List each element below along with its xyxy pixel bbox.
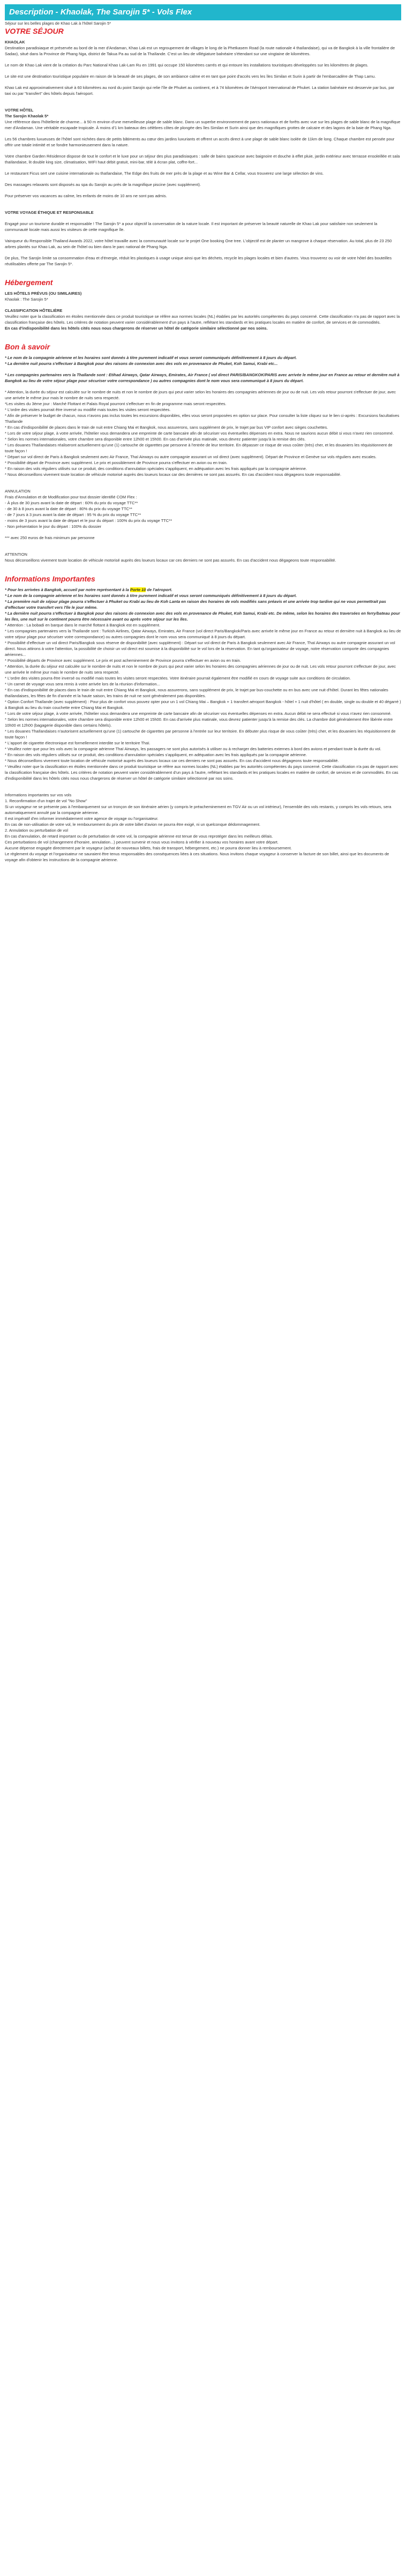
- hotel-paragraph: Des massages relaxants sont disposés au spa du Sarojin au près de la magnifique piscine (avec supplément).: [5, 182, 201, 187]
- info-item: * Veuillez noter que la classification en étoiles mentionnée dans ce produit touristique se réfère aux normes locales (NL) établies par les autorités compétentes du pays concerné. Cette classification n'a pas de rapport avec la classification française des hôtels. Les critères de notation peuvent varier considérablement d'un pays à l'autre, reflétant les standards et les pratiques locales en matière de confort, de services et de commodités. En cas d'indisponibilité dans les hôtels cités nous nous chargerons de réserver un hôtel de catégorie similaire sélectionné par nos soins.: [5, 764, 399, 781]
- section-title-savoir: Bon à savoir: [5, 342, 50, 351]
- info-item: * En raison des vols réguliers utilisés sur ce produit, des conditions d'annulation spéciales s'appliquent, en adéquation avec les frais appliqués par la compagnie aérienne.: [5, 752, 307, 757]
- hotel-paragraph: Pour préserver vos vacances au calme, les enfants de moins de 10 ans ne sont pas admis.: [5, 193, 167, 198]
- annulation-line: - moins de 3 jours avant la date de départ et le jour du départ : 100% du prix du voyage TTC**: [5, 518, 172, 523]
- ethics-paragraph: Engagé pour un tourisme durable et responsable ! The Sarojin 5* a pour objectif la conversation de la nature locale. Il est important de préserver la beauté naturelle de Khao Lak pour satisfaire non seulement la communauté locale mais aussi les visiteurs de cette magnifique île.: [5, 221, 378, 232]
- hotel-title: VOTRE HÔTEL: [5, 108, 34, 113]
- hotel-paragraph: Une référence dans l'hôtellerie de charme... à 50 m environ d'une merveilleuse plage de sable blanc. Dans un superbe environnement de parcs nationaux et de forêts avec vue sur les plages de sable blanc de la magnifique mer d'Andaman. Une véritable escapade tropicale. À moins d'1 km bateaux des célèbres côtes de plongée des îles Similan et Surin ainsi que des magnifiques grottes de calcaire et des lagons de la baie de Phang Nga.: [5, 120, 401, 130]
- info-item: * Un carnet de voyage vous sera remis à votre arrivée lors de la réunion d'information...: [5, 682, 160, 686]
- info-item: * Attention : La bobadi en barque dans le marché flottant à Bangkok est en supplément.: [5, 623, 161, 628]
- hotel-paragraph: Le restaurant Ficus sert une cuisine internationale ou thaïlandaise, The Edge des fruits de mer près de la plage et au Wine Bar & Cellar, vous trouverez une large sélection de vins.: [5, 171, 324, 176]
- info-item: * Veuillez noter que pour les vols avec la compagnie aérienne Thaï Airways, les passagers ne sont plus autorisés à utiliser ou à recharger des batteries externes à bord des avions et pendant toute la durée du vol.: [5, 746, 381, 751]
- hotels-title: LES HÔTELS PRÉVUS (OU SIMILAIRES): [5, 291, 82, 296]
- classification-title: CLASSIFICATION HÔTELIÈRE: [5, 308, 63, 313]
- khaolak-title: KHAOLAK: [5, 40, 25, 44]
- info-arrival-text-end: de l'aéroport.: [146, 587, 172, 592]
- annulation-line: Frais d'Annulation et de Modification pour tout dossier identifié COM Flex :: [5, 495, 137, 499]
- info-item: * Nous déconseillons vivement toute location de véhicule motorisé auprès des loueurs locaux car ces derniers ne sont pas assurés. En cas d'accident nous dégageons toute responsabilité.: [5, 758, 339, 763]
- section-title-info: Informations Importantes: [5, 574, 95, 583]
- info-item: * Selon les normes internationales, votre chambre sera disponible entre 12h00 et 15h00. En cas d'arrivée plus matinale, vous devrez patienter jusqu'à la remise des clés. La chambre doit généralement être libérée entre 10h00 et 12h00 (bagagerie disponible dans certains hôtels).: [5, 717, 393, 728]
- flights-item: 2. Annulation ou perturbation de vol: [5, 828, 69, 833]
- info-item: * Les compagnies partenaires vers la Thaïlande sont : Turkish Airlines, Qatar Airways, Emirates, Air France (vol direct Paris/Bangkok/Paris avec arrivée le même jour en France au retour et dernière nuit à Bangkok au lieu de votre séjour plage pour sécuriser votre correspondance) ou autres compagnies dont le nom vous sera communiqué à 8 jours du départ.: [5, 629, 401, 639]
- savoir-item: * Afin de préserver le budget de chacun, nous n'avons pas inclus toutes les excursions disponibles, elles vous seront proposées en option sur place. Pour consulter la liste cliquez sur le lien ci-après : Excursions facultatives Thaïlande: [5, 413, 400, 424]
- flights-title: Informations importantes sur vos vols: [5, 793, 72, 797]
- flights-block: [5, 792, 401, 863]
- info-list: [5, 622, 401, 781]
- flights-item: Il est impératif d'en informer immédiatement votre agence de voyage ou l'organisateur.: [5, 816, 159, 821]
- info-item: * Possibilité d'effectuer un vol direct Paris/Bangkok sous réserve de disponibilité (avec supplément) : Départ sur vol direct de Paris à Bangkok seulement avec Air France, Thaï Airways ou autre compagnie assurant un vol direct. Nous attirons à votre l'attention, la possibilité de choisir un vol direct est soumise à la disponibilité sur le vol lors de la réservation. En tant qu'organisateur de voyage, notre réservation comporte des compagnies aériennes...: [5, 640, 395, 657]
- info-item: * Les douanes Thaïlandaises n'autorisent actuellement qu'une (1) cartouche de cigarettes par personne à l'entrée sur leur territoire. En débuter plus risque de vous coûter (très) cher, et les douaniers les réquisitionnent de toute façon !: [5, 729, 396, 740]
- page: [0, 4, 406, 863]
- annulation-line: - À plus de 30 jours avant la date de départ : 60% du prix du voyage TTC**: [5, 501, 138, 505]
- classification-note: En cas d'indisponibilité dans les hôtels cités nous nous chargerons de réserver un hôtel de catégorie similaire sélectionné par nos soins.: [5, 326, 268, 331]
- savoir-item: * Départ sur vol direct de Paris à Bangkok seulement avec Air France, Thaï Airways ou autre compagnie assurant un vol direct (avec supplément). Départ de Province et Genève sur vols réguliers avec escales.: [5, 454, 377, 459]
- annulation-line: - de 7 jours à 3 jours avant la date de départ : 95 % du prix du voyage TTC**: [5, 512, 141, 517]
- flights-item: En cas de non-utilisation de votre vol, le remboursement du prix de votre billet d'avion ne pourra être exigé, ni un quelconque dédommagement.: [5, 822, 261, 827]
- flights-item: Aucune dépense engagée directement par le voyageur (achat de nouveaux billets, frais de transport, hébergement, etc.) ne pourra donner lieu à remboursement.: [5, 846, 292, 850]
- hotel-paragraph: Votre chambre Garden Résidence dispose de tout le confort et le luxe pour un séjour des plus paradisiaques : salle de bains spacieuse avec baignoire et douche à effet pluie, jardin extérieur avec terrasse ensoleillée et sala thaïlandaise, lit double king size, climatisation, WIFI haut débit gratuit, mini-bar, télé à écran plat, coffre-fort...: [5, 154, 400, 165]
- savoir-item: * Nous déconseillons vivement toute location de véhicule motorisé auprès des loueurs locaux car des dernières ne sont pas assurés. En cas d'accident nous dégageons toute responsabilité.: [5, 472, 342, 477]
- ethics-block: [5, 210, 401, 267]
- ethics-paragraph: De plus, The Sarojin limite sa consommation d'eau et d'énergie, réduit les plastiques à usage unique ainsi que les déchets, recycle les plages locales et bien d'autres. Vous trouverez ou voir de votre hôtel des bouteilles réutilisables offerte par The Sarojin 5*.: [5, 256, 392, 266]
- hotel-paragraph: Les 56 chambres luxueuses de l'hôtel sont nichées dans de petits bâtiments au cœur des jardins luxuriants et offrent un accès direct à une plage de sable blanc isolée de 11km de long. Chaque chambre est pensée pour offrir une totale intimité et se fondre harmonieusement dans la nature.: [5, 137, 395, 147]
- savoir-list: [5, 389, 401, 477]
- info-bold-note: * La dernière nuit pourra s'effectuer à Bangkok pour des raisons de connexion avec des vols en provenance de Phuket, Koh Samui, Krabi etc. De même, selon les horaires des traversées en ferry/bateau pour les îles, une nuit sur le continent pourra être nécessaire avant ou après votre séjour sur les îles.: [5, 611, 400, 622]
- info-block: [5, 587, 401, 781]
- annulation-line: - Non présentation le jour du départ : 100% du dossier: [5, 524, 102, 529]
- savoir-item: * Selon les normes internationales, votre chambre sera disponible entre 12h00 et 15h00. En cas d'arrivée plus matinale, vous devrez patienter jusqu'à la remise des clés.: [5, 437, 306, 442]
- annulation-note: *** avec 250 euros de frais minimum par personne: [5, 535, 95, 540]
- tagline: Séjour sur les belles plages de Khao Lak à l'hôtel Sarojin 5*: [5, 21, 111, 26]
- info-item: * L'ordre des visites pourra être inversé ou modifié mais toutes les visites seront respectées. Votre itinéraire pourrait également être modifié en cours de voyage suite aux conditions de circulation.: [5, 676, 351, 681]
- hotel-name: The Sarojin Khaolak 5*: [5, 114, 49, 118]
- savoir-item: * Lors de votre séjour plage, à votre arrivée, l'hôtelier vous demandera une empreinte de carte bancaire afin de sécuriser vos éventuelles dépenses en extra. Nous ne saurions aucun débit si vous n'avez rien consommé.: [5, 431, 394, 436]
- info-item: * Lors de votre séjour plage, à votre arrivée, l'hôtelier vous demandera une empreinte de carte bancaire afin de sécuriser vos éventuelles dépenses en extra. Aucun débit ne sera effectué si vous n'avez rien consommé.: [5, 711, 392, 716]
- info-item: * En cas d'indisponibilité de places dans le train de nuit entre Chiang Mai et Bangkok, nous assurerons, sans supplément de prix, le trajet par bus-couchette ou en bus avec une nuit d'hôtel. Durant les fêtes nationales thaïlandaises, les fêtes de fin d'année et la haute saison, les trains de nuit ne sont généralement pas disponibles.: [5, 688, 388, 698]
- savoir-item: * L'ordre des visites pourrait être inversé ou modifié mais toutes les visites seront respectées.: [5, 407, 171, 412]
- hebergement-block: [5, 290, 401, 331]
- attention-title: ATTENTION: [5, 552, 27, 557]
- gate-highlight: Porte 10: [130, 587, 146, 592]
- savoir-item: * Possibilité départ de Province avec supplément. Le prix et possiblement de Province pourra s'effectuer en avion ou en train.: [5, 460, 228, 465]
- page-title: Description - Khaolak, The Sarojin 5* - Vols Flex: [5, 4, 401, 20]
- info-arrival-text: * Pour les arrivées à Bangkok, accueil par notre représentant à la: [5, 587, 130, 592]
- flights-item: Ces perturbations de vol (changement d'horaire, annulation...) peuvent survenir et nous vous invitons à vérifier à nouveau vos horaires avant votre départ.: [5, 840, 279, 845]
- annulation-title: ANNULATION: [5, 489, 31, 494]
- flights-item: Si un voyageur ne se présente pas à l'embarquement sur un tronçon de son itinéraire aérien (y compris le préacheminement en TGV Air ou un vol intérieur), l'ensemble des vols restants, y compris les vols retours, sera automatiquement annulé par la compagnie aérienne.: [5, 804, 392, 815]
- section-title-sejour: VOTRE SÉJOUR: [5, 27, 64, 35]
- flights-item: Le règlement du voyage et l'organisateur ne sauraient être tenus responsables des conséquences liées à ces situations. Nous invitons chaque voyageur à conserver la facture de son billet, ainsi que les documents de voyage afin d'obtenir les instructions de la compagnie aérienne.: [5, 852, 389, 862]
- info-item: * L'apport de cigarette électronique est formellement interdite sur le territoire Thaï.: [5, 741, 151, 745]
- khaolak-paragraph: Khao Lak est approximativement situé à 60 kilomètres au nord du point Sarojin qui relie l'île de Phuket au continent, et à 74 kilomètres de l'Aéroport International de Phuket. La station balnéaire est desservie par bus, par taxi ou par "transfert" des hôtels depuis l'aéroport.: [5, 85, 395, 96]
- classification-paragraph: Veuillez noter que la classification en étoiles mentionnée dans ce produit touristique se réfère aux normes locales (NL) établies par les autorités compétentes du pays concerné. Cette classification n'a pas de rapport avec la classification française des hôtels. Les critères de notation peuvent varier considérablement d'un pays à l'autre, reflétant les standards et les pratiques locales en matière de confort, de services et de commodités.: [5, 314, 400, 325]
- khaolak-paragraph: Le site est une destination touristique populaire en raison de la beauté de ses plages, de son ambiance calme et en tant que point d'accès vers les îles Similan et Surin à partir de l'embarcadère de Thap Lamu.: [5, 74, 376, 79]
- hotels-value: Khaolak : The Sarojin 5*: [5, 297, 48, 302]
- ethics-title: VOTRE VOYAGE ÉTHIQUE ET RESPONSABLE: [5, 210, 94, 215]
- savoir-item: * Les douanes Thaïlandaises réaliseront actuellement qu'une (1) cartouche de cigarettes par personne à l'entrée de leur territoire. En dépasser ce risque de vous coûter (très) cher, et les douaniers les réquisitionnent de toute façon !: [5, 443, 393, 453]
- savoir-block: [5, 355, 401, 563]
- khaolak-block: [5, 39, 401, 96]
- section-title-hebergement: Hébergement: [5, 278, 53, 287]
- hotel-block: [5, 107, 401, 199]
- info-item: * Possibilité départs de Province avec supplément. Le prix et post acheminement de Province pourra s'effectuer en avion ou en train.: [5, 658, 241, 663]
- savoir-item: *Les visites du 3ème jour : Marché Flottant et Palais Royal pourront s'effectuer en fin de programme mais seront respectées.: [5, 401, 227, 406]
- savoir-bold-note: * Le nom de la compagnie aérienne et les horaires sont donnés à titre purement indicatif et vous seront communiqués définitivement à 8 jours du départ.: [5, 355, 297, 360]
- ethics-paragraph: Vainqueur du Responsible Thailand Awards 2022, votre hôtel travaille avec la communauté locale sur le projet One booking One tree. L'objectif est de planter un mangrove à chaque réservation. Au total, plus de 23 250 arbres plantés sur Khao Lak, au sein de l'hôtel ou bien dans le parc national de Phang Nga.: [5, 238, 392, 249]
- savoir-bold-note: * Les compagnies partenaires vers la Thaïlande sont : Etihad Airways, Qatar Airways, Emirates, Air France ( vol direct PARIS/BANGKOK/PARIS avec arrivée le même jour en France au retour et dernière nuit à Bangkok au lieu de votre séjour plage pour sécuriser votre correspondance ) ou autres compagnies dont le nom vous sera communiqué à 8 jours du départ.: [5, 372, 400, 383]
- savoir-item: * En raison des vols réguliers utilisés sur ce produit, des conditions d'annulation spéciales s'appliquent, en adéquation avec les frais appliqués par la compagnie aérienne.: [5, 466, 307, 471]
- savoir-item: * En cas d'indisponibilité de places dans le train de nuit entre Chiang Mai et Bangkok, nous assurerons, sans supplément de prix, le trajet par bus VIP confort avec sièges couchettes.: [5, 425, 328, 430]
- attention-text: Nous déconseillons vivement toute location de véhicule motorisé auprès des loueurs locaux car ces derniers ne sont pas assurés. En cas d'accident nous dégageons toute responsabilité.: [5, 558, 336, 563]
- annulation-line: - de 30 à 8 jours avant la date de départ : 80% du prix du voyage TTC**: [5, 506, 132, 511]
- savoir-item: * Attention, la durée du séjour est calculée sur le nombre de nuits et non le nombre de jours qui peut varier selon les horaires des compagnies aériennes de jour ou de nuit. Les vols retour pourront s'effectuer de jour, avec une arrivée le même jour mais le nombre de nuits sera respecté.: [5, 390, 396, 400]
- flights-item: En cas d'annulation, de retard important ou de perturbation de votre vol, la compagnie aérienne est tenue de vous reprotéger dans les meilleurs délais.: [5, 834, 273, 839]
- info-bold-note: [5, 587, 401, 593]
- flights-item: 1. Reconfirmation d'un trajet de vol "No Show": [5, 798, 87, 803]
- info-item: * Option Confort Thaïlande (avec supplément) : Pour plus de confort vous pouvez opter pour un 1 vol Chiang Mai – Bangkok + 1 transfert aéroport Bangkok - hôtel + 1 nuit d'hôtel ( en double, single ou double et 40 dégarré ) à Bangkok au lieu du train couchette entre Chiang Mai et Bangkok.: [5, 699, 401, 710]
- info-bold-note: * Le nom de la compagnie aérienne et les horaires sont donnés à titre purement indicatif et vous seront communiqués définitivement à 8 jours du départ.: [5, 593, 297, 598]
- savoir-bold-note: * La dernière nuit pourra s'effectuer à Bangkok pour des raisons de connexion avec des vols en provenance de Phuket, Koh Samui, Krabi etc...: [5, 361, 278, 366]
- info-item: * Attention, la durée du séjour est calculée sur le nombre de nuits et non le nombre de jours qui peut varier selon les horaires des compagnies aériennes de jour ou de nuit. Les vols retour pourront s'effectuer de jour, avec une arrivée le même jour mais le nombre de nuits sera respecté.: [5, 664, 396, 675]
- khaolak-paragraph: Le nom de Khao Lak vient de la création du Parc National Khao Lak-Lam Ru en 1991 qui occupe 150 kilomètres carrés et qui entoure les installations touristiques développées sur les kilomètres de plages.: [5, 63, 369, 68]
- khaolak-paragraph: Destination paradisiaque et préservée au bord de la mer d'Andaman, Khao Lak est un regroupement de villages le long de la Phetkasem Road (la route nationale 4 thaïlandaise), qui va de Bangkok à la ville frontalière de Sadao), situé dans la Province de Phang Nga, district de Takua Pa au sud de la Thaïlande. C'est un lieu de villégiature balnéaire s'étendant sur une vingtaine de kilomètres.: [5, 46, 395, 56]
- info-bold-note: * La première nuit de séjour plage pourra s'effectuer à Phuket ou Krabi au lieu de Koh Lanta en raison des horaires de vols modifiés sans préavis et une arrivée trop tardive qui ne vous permettrait pas d'effectuer votre transfert vers l'île le jour même.: [5, 599, 386, 610]
